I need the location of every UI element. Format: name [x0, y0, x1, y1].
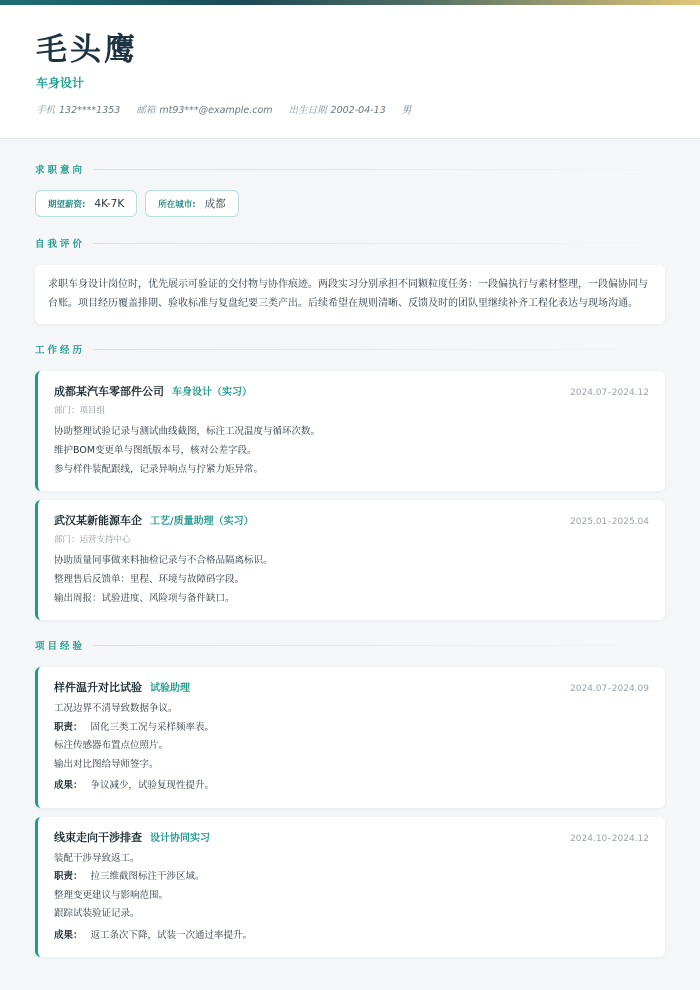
project-result: 返工条次下降，试装一次通过率提升。: [90, 929, 253, 941]
result-label: 成果：: [54, 780, 83, 791]
project-date: 2024.10–2024.12: [570, 833, 649, 844]
result-label: 成果：: [54, 929, 83, 941]
section-title-intent: 求职意向: [35, 161, 665, 177]
project-duty: 输出对比图给导师签字。: [54, 758, 159, 770]
city-pill: 所在城市: 成都: [145, 190, 238, 217]
work-bullets: [54, 422, 649, 479]
project-desc: 装配干涉导致返工。: [54, 852, 140, 864]
project-date: 2024.07–2024.09: [570, 684, 649, 694]
project-card: [35, 817, 665, 958]
project-duty: 拉三维截图标注干涉区域。: [90, 871, 205, 882]
work-bullet: 协助质量同事做来料抽检记录与不合格品隔离标识。: [54, 555, 273, 566]
candidate-role: 车身设计: [36, 76, 85, 90]
resume-body: [0, 139, 700, 957]
contact-email: 邮箱 mt93***@example.com: [136, 105, 273, 116]
work-bullet: 参与样件装配跟线，记录异响点与拧紧力矩异常。: [54, 464, 264, 475]
project-result: 争议减少，试验复现性提升。: [90, 780, 215, 791]
work-date: 2024.07–2024.12: [570, 388, 649, 398]
project-duty: 整理变更建议与影响范围。: [54, 889, 169, 901]
resume-header: [0, 5, 700, 139]
duty-label: 职责：: [54, 721, 83, 733]
section-title-summary: 自我评价: [35, 235, 665, 251]
work-dept: 部门：运营支持中心: [54, 535, 131, 545]
intent-pills: [35, 190, 665, 217]
contact-birthdate: 出生日期 2002-04-13: [288, 105, 386, 116]
section-divider: [93, 169, 665, 170]
section-divider: [93, 645, 665, 646]
project-duty: 固化三类工况与采样频率表。: [90, 721, 215, 733]
project-desc: 工况边界不清导致数据争议。: [54, 703, 178, 714]
summary-card: [35, 265, 665, 324]
work-bullet: 输出周报：试验进度、风险项与备件缺口。: [54, 593, 235, 604]
project-role: 试验助理: [150, 683, 190, 694]
work-bullets: [54, 551, 649, 608]
work-bullet: 维护BOM变更单与图纸版本号，核对公差字段。: [54, 445, 257, 456]
project-role: 设计协同实习: [150, 832, 210, 844]
work-bullet: 协助整理试验记录与测试曲线截图，标注工况温度与循环次数。: [54, 426, 321, 437]
work-role: 车身设计（实习）: [172, 387, 252, 398]
work-company: 成都某汽车零部件公司: [54, 385, 164, 398]
candidate-name: 毛头鹰: [36, 32, 138, 68]
contact-info: [36, 104, 664, 118]
work-card: [35, 500, 665, 620]
project-name: 样件温升对比试验: [54, 681, 142, 694]
project-name: 线束走向干涉排查: [54, 830, 142, 844]
section-divider: [93, 349, 665, 350]
salary-pill: 期望薪资: 4K-7K: [35, 190, 137, 217]
section-divider: [93, 243, 665, 244]
contact-gender: 男: [401, 105, 412, 116]
work-bullet: 整理售后反馈单：里程、环境与故障码字段。: [54, 574, 245, 585]
work-dept: 部门：项目组: [54, 406, 106, 416]
contact-phone: 手机 132****1353: [36, 105, 121, 116]
section-title-projects: 项目经验: [35, 637, 665, 653]
work-card: [35, 371, 665, 491]
work-company: 武汉某新能源车企: [54, 514, 142, 527]
project-duty: 跟踪试装验证记录。: [54, 908, 140, 919]
summary-text: 求职车身设计岗位时，优先展示可验证的交付物与协作痕迹。两段实习分别承担不同颗粒度任务：一段偏执行与素材整理，一段偏协同与台账。项目经历覆盖排期、验收标准与复盘纪要三类产出。后续希望在规则清晰、反馈及时的团队里继续补齐工程化表达与现场沟通。: [48, 279, 648, 309]
project-duty: 标注传感器布置点位照片。: [54, 740, 169, 751]
work-role: 工艺/质量助理（实习）: [150, 516, 254, 527]
section-title-work: 工作经历: [35, 341, 665, 357]
work-date: 2025.01–2025.04: [570, 517, 649, 527]
project-card: [35, 667, 665, 808]
duty-label: 职责：: [54, 871, 83, 882]
